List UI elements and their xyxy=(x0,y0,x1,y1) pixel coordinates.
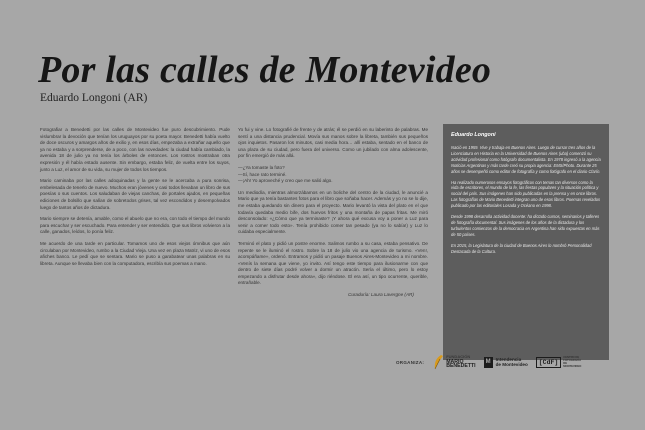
bio-box xyxy=(443,124,609,360)
paragraph: Un mediodía, mientras almorzábamos en un boliche del centro de la ciudad, le anuncié a Mario que ya tenía bastantes fotos para el libro que soñaba hacer. Además y yo no se lo dije, me estaba quedando sin dinero para el proyecto. Mario levantó la vista del plato en el que todavía quedaba medio bife, dos huevos fritos y una montaña de papas fritas. Me miró desconsolado: «¿Cómo que ya terminaste? ¡Y ahora qué excusa voy a poner a Luz para venir a comer todo esto». Tenía prohibido comer tan pesado (ya no lo sabía!) y Luz lo cuidaba especialmente. xyxy=(238,189,428,235)
footer-logos xyxy=(396,350,585,374)
bio-paragraph: Nació en 1959. Vive y trabaja en Buenos Aires. Luego de cursar tres años de la Licenciatura en Historia en la Universidad de Buenos Aires (uba) comenzó su actividad profesional como fotógrafo documentalista. En 1978 ingresó a la agencia Noticias Argentinas y más tarde creó su propia agencia: EMS/Photo. Durante 25 años se desempeñó como editor de fotografía y como fotógrafo en el diario Clarín. xyxy=(451,145,601,174)
bio-paragraph: En 2015, la Legislatura de la ciudad de Buenos Aires lo nombró Personalidad Destacada de la Cultura. xyxy=(451,242,592,254)
bio-name: Eduardo Longoni xyxy=(451,132,496,138)
text-column-middle xyxy=(238,127,428,292)
dialog-block xyxy=(238,165,428,185)
fm-line: BENEDETTI xyxy=(446,363,476,370)
dialog-line: —Sí, hace rato terminé. xyxy=(238,171,287,177)
paragraph: Mario siempre se detenía, amable, como el abuelo que no era, con todo el tiempo del mundo para escuchar y ser escuchado. Para entender y ser entendido. Que sus libros volvieron a la calle, ganados, leídos, lo ponía feliz. xyxy=(40,216,230,235)
intendencia-montevideo-logo xyxy=(484,357,528,368)
im-emblem-icon: M xyxy=(484,357,493,368)
author-name: Eduardo Longoni (AR) xyxy=(40,92,148,104)
page-title: Por las calles de Montevideo xyxy=(38,49,492,91)
fundacion-benedetti-logo xyxy=(432,354,475,370)
bio-paragraph: Desde 1998 desarrolla actividad docente: ha dictado cursos, seminarios y talleres de fotografía documental. Sus imágenes de los años de la dictadura y los turbulentos comienzos de la democracia en Argentina han sido expuestas en más de 50 países. xyxy=(451,214,600,237)
paragraph: Me acuerdo de una tarde en particular. Tomamos uno de esos viejos ómnibus que aún circulaban por Montevideo, rumbo a la Ciudad Vieja. Una vez en plaza Matriz, vi uno de esos afiches banco. Le pedí que se sentara. Mario se puso a garabatear unas palabras en su libreta. Aunque se llevaba bien con la computadora, escribía sus poemas a mano. xyxy=(40,240,230,266)
feather-icon xyxy=(432,354,444,370)
cdf-text: CENTRO DE FOTOGRAFÍA DE MONTEVIDEO xyxy=(563,355,582,369)
paragraph: Mario caminaba por las calles adoquinadas y la gente se le acercaba a pura sonrisa, embelesada de tenerlo de nuevo. Muchos eran jóvenes y casi todos llevaban un libro de sus poesías o sus cuentos. Los saludaban de viejas canchas, de portales ajados, en pequeñas ediciones de bolsillo que salían de sobretodos grises, tal vez escondidos y desempolvados luego de tantos años de dictadura. xyxy=(40,178,230,210)
bio-paragraph: Ha realizado numerosos ensayos fotográficos con temas tan diversos como la vida de escritores, el mundo de la fe, las fiestas populares y la situación política y social del país. Sus imágenes han sido publicadas en la prensa y en once libros. Las fotografías de Mario Benedetti integran uno de esos libros. Poemas revelados publicado por las editoriales Losada y Océano en 1998. xyxy=(451,179,601,209)
paragraph: Fotografiar a Benedetti por las calles de Montevideo fue puro descubrimiento. Pude vislumbrar la devoción que tenían los uruguayos por su poeta mayor. Benedetti había vuelto de doce oscuros y amargos años de exilio y, en esos días, empezaba a extrañar aquello que ya no estaba y a sorprenderse, de a poco, con las novedades: la ciudad había cambiado, la avenida 18 de julio ya no tenía los árboles de entonces. Los rostros mostraban otra expresión y él había estado ausente. Sin embargo, estaba feliz, de vuelta entre los suyos, junto a Luz, el amor de su vida, su mujer de todos los tiempos. xyxy=(40,127,230,172)
cdf-logo xyxy=(536,356,586,369)
im-line: de Montevideo xyxy=(495,362,528,367)
organiza-label: ORGANIZA: xyxy=(396,359,425,365)
dialog-line: —¿Ya tomaste la foto? xyxy=(238,164,285,170)
fm-line: FUNDACIÓN xyxy=(446,354,471,360)
fm-line: MARIO xyxy=(446,358,464,365)
paragraph: Yo fui y vine. Lo fotografié de frente y de atrás; él se perdió en su laberinto de palabras. Me sentí a una distancia prudencial. Movía sus manos sobre la libreta, también sus pequeños ojos inquietos. Pasaron los minutos, casi media hora… allí estaba, sentado en el banco de una plaza de su ciudad, pero fuera del universo. Como un jubilado con alma adolescente, por fin emergió de más allá. xyxy=(238,127,428,159)
paragraph: Terminó el plato y pidió un postre enorme. Salimos rumbo a su casa, estaba pensativo. De repente se le iluminó el rostro. Sobre la 18 de julio vio una agencia de turismo. «Ven!, acompáñame», ordenó. Entramos y pidió un pasaje Buenos Aires-Montevideo a mi nombre. «Venís la semana que viene, yo invito. Así tengo este tiempo para ilusionarme con que dentro de siete días podré volver a dormir un atracón. Sería el último, pero lo estoy empezando a disfrutar desde ahora», dijo riéndose. El era así, un tipo ocurrente, querible, entrañable. xyxy=(238,240,428,286)
curator-credit: Curaduría: Laura Lavergne (AR) xyxy=(348,292,414,297)
dialog-line: —¡Ah! Yo aproveché y creo que me salió algo. xyxy=(238,178,333,184)
text-column-left xyxy=(40,127,230,272)
im-line: Intendencia xyxy=(495,356,522,362)
cdf-emblem: [CdF] xyxy=(536,357,562,368)
